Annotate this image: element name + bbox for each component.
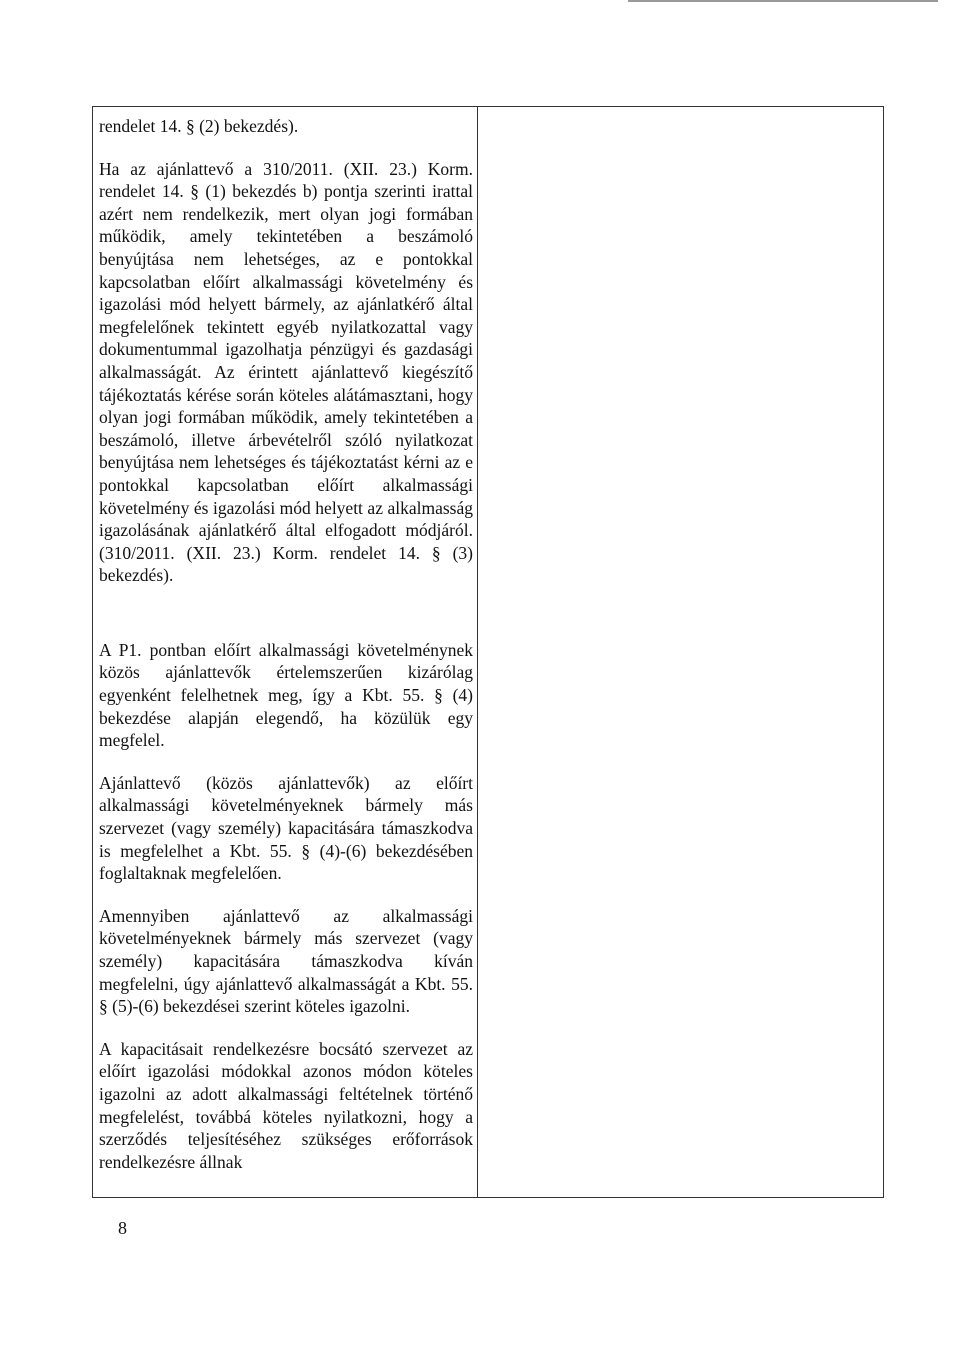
document-table bbox=[92, 106, 884, 1198]
paragraph-legal-form: Ha az ajánlattevő a 310/2011. (XII. 23.) Korm. rendelet 14. § (1) bekezdés b) pontja szerinti irattal azért nem rendelkezik, mert olyan jogi formában működik, amely tekintetében a beszámoló benyújtása nem lehetséges, az e pontokkal kapcsolatban előírt alkalmassági követelmény és igazolási mód helyett bármely, az ajánlatkérő által megfelelőnek tekintett egyéb nyilatkozattal vagy dokumentummal igazolhatja pénzügyi és gazdasági alkalmasságát. Az érintett ajánlattevő kiegészítő tájékoztatás kérése során köteles alátámasztani, hogy olyan jogi formában működik, amely tekintetében a beszámoló, illetve árbevételről szóló nyilatkozat benyújtása nem lehetséges és tájékoztatást kérni az e pontokkal kapcsolatban előírt alkalmassági követelmény és igazolási mód helyett az alkalmasság igazolásának ajánlatkérő által elfogadott módjáról. (310/2011. (XII. 23.) Korm. rendelet 14. § (3) bekezdés). bbox=[99, 158, 473, 586]
page-number: 8 bbox=[118, 1218, 127, 1238]
paragraph-capacity-proof: Amennyiben ajánlattevő az alkalmassági követelményeknek bármely más szervezet (vagy személy) kapacitására támaszkodva kíván megfelelni, úgy ajánlattevő alkalmasságát a Kbt. 55. § (5)-(6) bekezdései szerint köteles igazolni. bbox=[99, 905, 473, 1017]
paragraph-p1-requirement: A P1. pontban előírt alkalmassági követelménynek közös ajánlattevők értelemszerűen kizárólag egyenként felelhetnek meg, így a Kbt. 55. § (4) bekezdése alapján elegendő, ha közülük egy megfelel. bbox=[99, 639, 473, 751]
paragraph-capacity-reliance: Ajánlattevő (közös ajánlattevők) az előírt alkalmassági követelményeknek bármely más szervezet (vagy személy) kapacitására támaszkodva is megfelelhet a Kbt. 55. § (4)-(6) bekezdésében foglaltaknak megfelelően. bbox=[99, 772, 473, 884]
table-column-divider bbox=[477, 107, 478, 1197]
paragraph-continuation: rendelet 14. § (2) bekezdés). bbox=[99, 116, 299, 136]
left-column bbox=[99, 115, 473, 1193]
paragraph-capacity-provider: A kapacitásait rendelkezésre bocsátó szervezet az előírt igazolási módokkal azonos módon köteles igazolni az adott alkalmassági feltételnek történő megfelelést, továbbá köteles nyilatkozni, hogy a szerződés teljesítéséhez szükséges erőforrások rendelkezésre állnak bbox=[99, 1038, 473, 1172]
scan-edge-line bbox=[628, 0, 938, 2]
